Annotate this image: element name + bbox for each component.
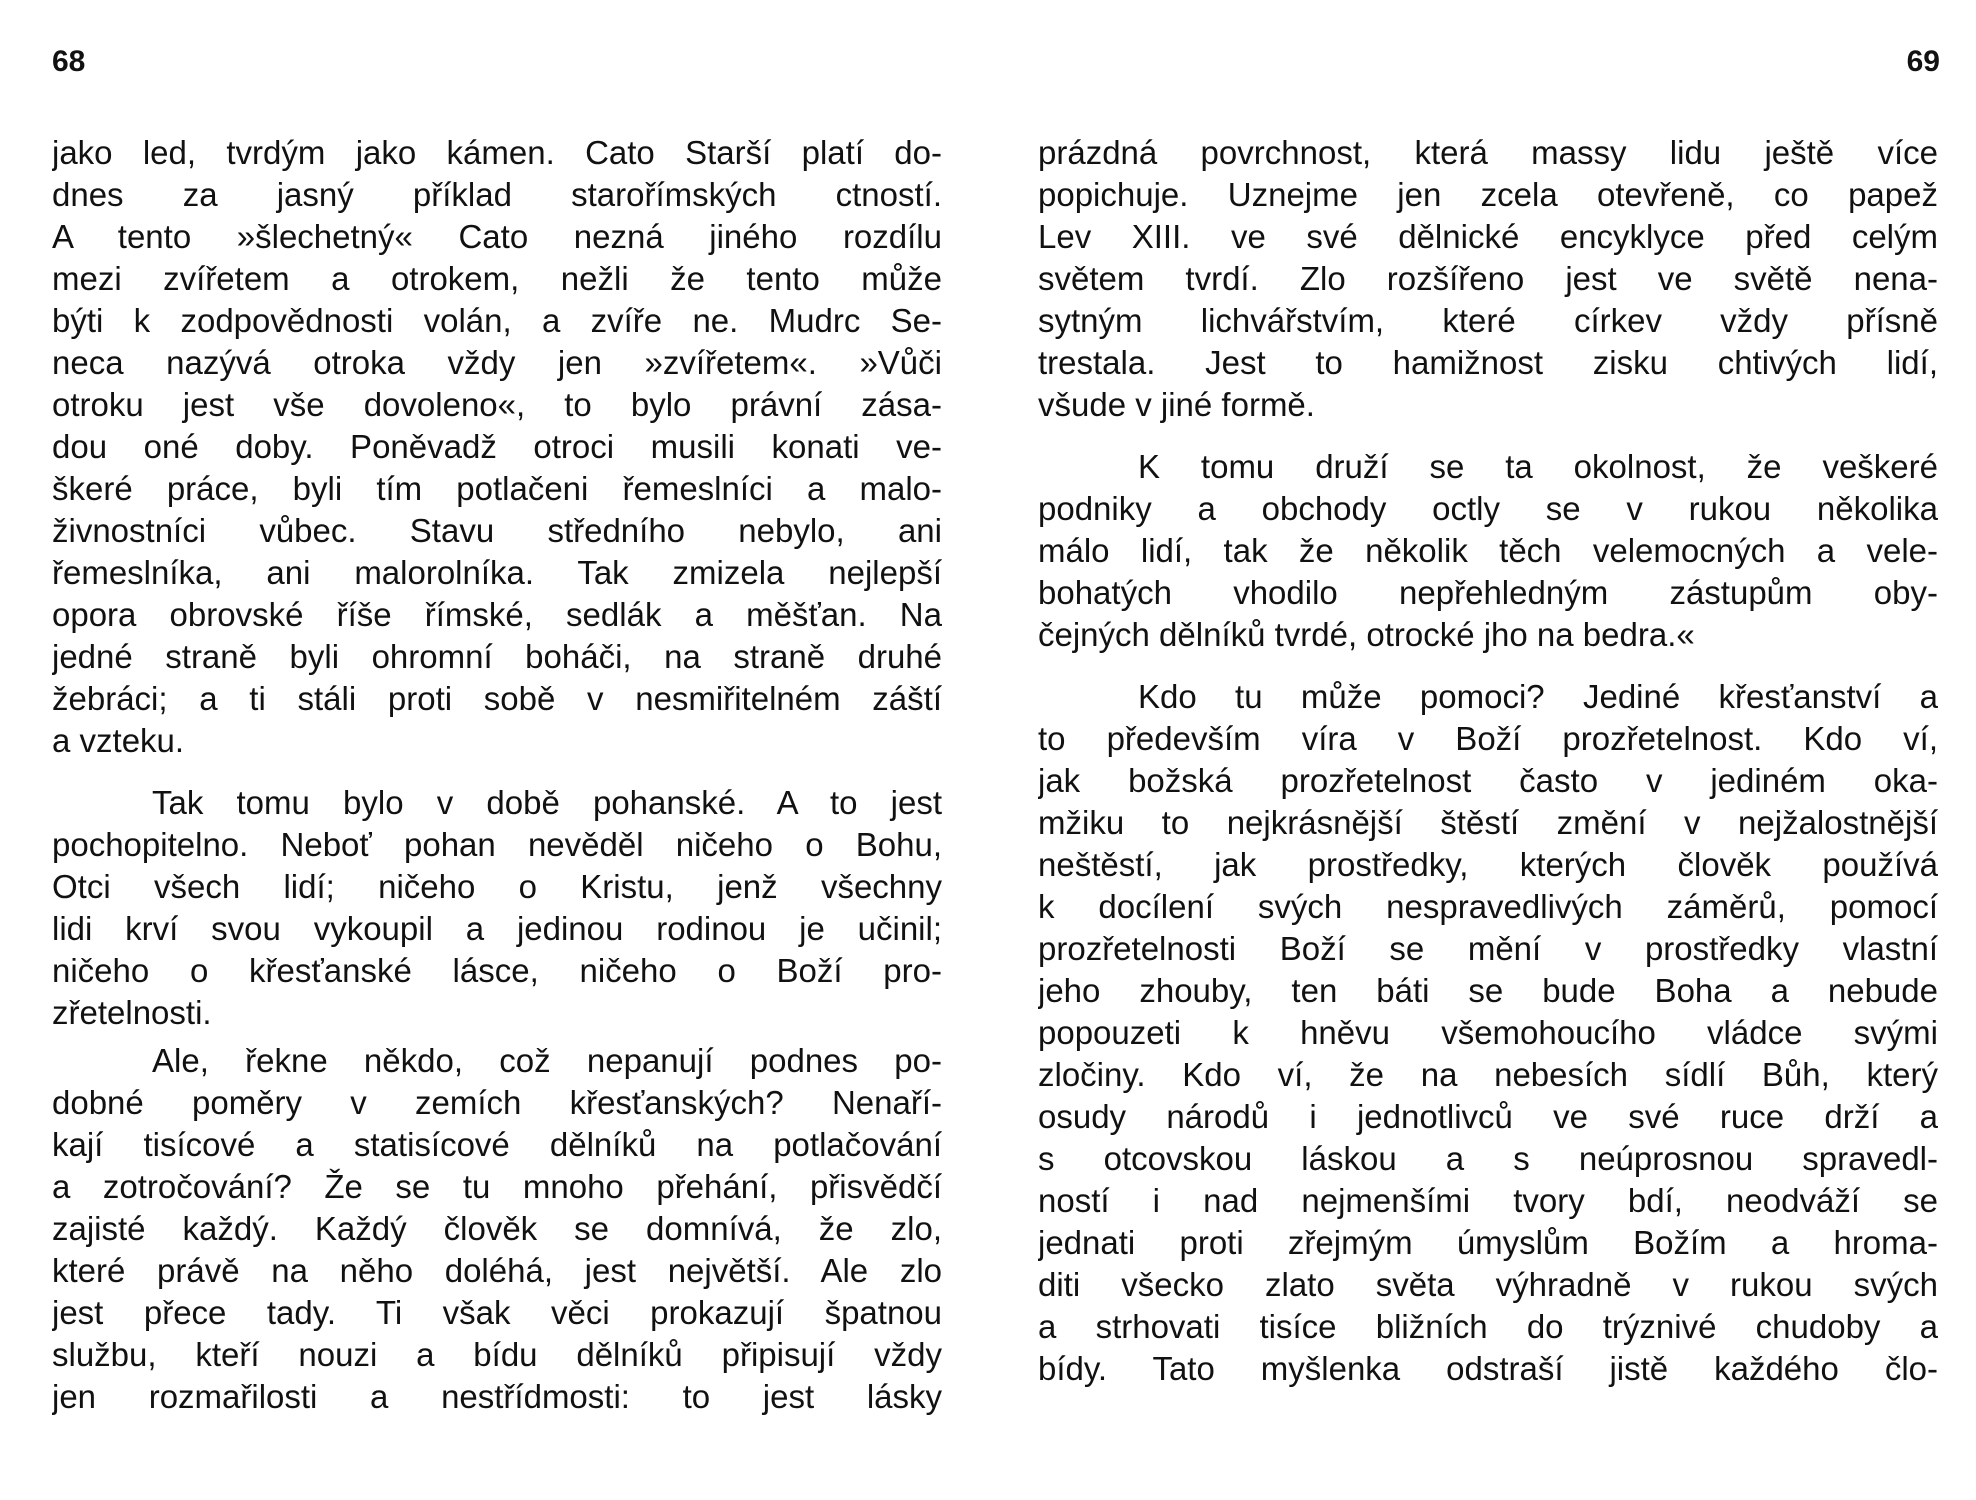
text-line: bohatých vhodilo nepřehledným zástupům oby- — [1038, 574, 1938, 611]
right-page — [988, 0, 1976, 1500]
text-line: jeho zhouby, ten báti se bude Boha a nebude — [1038, 972, 1938, 1009]
text-line: všude v jiné formě. — [1038, 386, 1315, 423]
text-line: zločiny. Kdo ví, že na nebesích sídlí Bůh, který — [1038, 1056, 1938, 1093]
text-line: lidi krví svou vykoupil a jedinou rodinou je učinil; — [52, 910, 942, 947]
paragraph — [1038, 676, 1938, 1390]
text-line: jak božská prozřetelnost často v jediném oka- — [1038, 762, 1938, 799]
text-line: a zotročování? Že se tu mnoho přehání, přisvědčí — [52, 1168, 942, 1205]
text-line: jako led, tvrdým jako kámen. Cato Starší platí do- — [52, 134, 942, 171]
text-line: diti všecko zlato světa výhradně v rukou svých — [1038, 1266, 1938, 1303]
text-line: bídy. Tato myšlenka odstraší jistě každého člo- — [1038, 1350, 1938, 1387]
text-line: zajisté každý. Každý člověk se domnívá, že zlo, — [52, 1210, 942, 1247]
text-line: dou oné doby. Poněvadž otroci musili konati ve- — [52, 428, 942, 465]
text-line: býti k zodpovědnosti volán, a zvíře ne. Mudrc Se- — [52, 302, 942, 339]
text-line: trestala. Jest to hamižnost zisku chtivých lidí, — [1038, 344, 1938, 381]
paragraph — [52, 1040, 942, 1418]
text-line: a vzteku. — [52, 722, 185, 759]
page-number-left: 68 — [52, 45, 86, 78]
text-line: K tomu druží se ta okolnost, že veškeré — [1138, 448, 1938, 485]
text-line: podniky a obchody octly se v rukou několika — [1038, 490, 1938, 527]
text-line: prázdná povrchnost, která massy lidu ještě více — [1038, 134, 1938, 171]
paragraph — [52, 782, 942, 1034]
text-line: Kdo tu může pomoci? Jediné křesťanství a — [1138, 678, 1938, 715]
text-line: k docílení svých nespravedlivých záměrů, pomocí — [1038, 888, 1938, 925]
text-line: jedné straně byli ohromní boháči, na straně druhé — [52, 638, 942, 675]
text-line: jest přece tady. Ti však věci prokazují špatnou — [52, 1294, 942, 1331]
text-line: kají tisícové a statisícové dělníků na potlačování — [52, 1126, 942, 1163]
text-line: jednati proti zřejmým úmyslům Božím a hroma- — [1038, 1224, 1938, 1261]
text-line: otroku jest vše dovoleno«, to bylo právní zása- — [52, 386, 942, 423]
text-line: Tak tomu bylo v době pohanské. A to jest — [152, 784, 942, 821]
page-number-right: 69 — [1906, 45, 1940, 78]
right-text-column — [1038, 132, 1938, 1390]
text-line: Lev XIII. ve své dělnické encyklyce před celým — [1038, 218, 1938, 255]
text-line: mžiku to nejkrásnější štěstí změní v nejžalostnější — [1038, 804, 1938, 841]
text-line: které právě na něho doléhá, jest největší. Ale zlo — [52, 1252, 942, 1289]
text-line: popouzeti k hněvu všemohoucího vládce svými — [1038, 1014, 1938, 1051]
text-line: neca nazývá otroka vždy jen »zvířetem«. »Vůči — [52, 344, 942, 381]
text-line: s otcovskou láskou a s neúprosnou spravedl- — [1038, 1140, 1938, 1177]
text-line: sytným lichvářstvím, které církev vždy přísně — [1038, 302, 1938, 339]
text-line: řemeslníka, ani malorolníka. Tak zmizela nejlepší — [52, 554, 942, 591]
text-line: zřetelnosti. — [52, 994, 212, 1031]
text-line: A tento »šlechetný« Cato nezná jiného rozdílu — [52, 218, 942, 255]
text-line: škeré práce, byli tím potlačeni řemeslníci a malo- — [52, 470, 942, 507]
text-line: mezi zvířetem a otrokem, nežli že tento může — [52, 260, 942, 297]
text-line: pochopitelno. Neboť pohan nevěděl ničeho o Bohu, — [52, 826, 942, 863]
text-line: opora obrovské říše římské, sedlák a měšťan. Na — [52, 596, 942, 633]
text-line: Ale, řekne někdo, což nepanují podnes po- — [152, 1042, 942, 1079]
text-line: světem tvrdí. Zlo rozšířeno jest ve světě nena- — [1038, 260, 1938, 297]
text-line: osudy národů i jednotlivců ve své ruce drží a — [1038, 1098, 1938, 1135]
paragraph — [52, 132, 942, 762]
text-line: dnes za jasný příklad starořímských ctností. — [52, 176, 942, 213]
text-line: dobné poměry v zemích křesťanských? Nenaří- — [52, 1084, 942, 1121]
text-line: ničeho o křesťanské lásce, ničeho o Boží pro- — [52, 952, 942, 989]
text-line: žebráci; a ti stáli proti sobě v nesmiřitelném záští — [52, 680, 942, 717]
text-line: živnostníci vůbec. Stavu středního nebylo, ani — [52, 512, 942, 549]
text-line: prozřetelnosti Boží se mění v prostředky vlastní — [1038, 930, 1938, 967]
text-line: málo lidí, tak že několik těch velemocných a vele- — [1038, 532, 1938, 569]
text-line: službu, kteří nouzi a bídu dělníků připisují vždy — [52, 1336, 942, 1373]
paragraph — [1038, 132, 1938, 426]
text-line: popichuje. Uznejme jen zcela otevřeně, co papež — [1038, 176, 1938, 213]
text-line: ností i nad nejmenšími tvory bdí, neodváží se — [1038, 1182, 1938, 1219]
paragraph — [1038, 446, 1938, 656]
text-line: a strhovati tisíce bližních do trýznivé chudoby a — [1038, 1308, 1938, 1345]
text-line: neštěstí, jak prostředky, kterých člověk používá — [1038, 846, 1938, 883]
text-line: Otci všech lidí; ničeho o Kristu, jenž všechny — [52, 868, 942, 905]
text-line: čejných dělníků tvrdé, otrocké jho na bedra.« — [1038, 616, 1695, 653]
text-line: jen rozmařilosti a nestřídmosti: to jest lásky — [52, 1378, 942, 1415]
left-text-column — [52, 132, 942, 1418]
text-line: to především víra v Boží prozřetelnost. Kdo ví, — [1038, 720, 1938, 757]
